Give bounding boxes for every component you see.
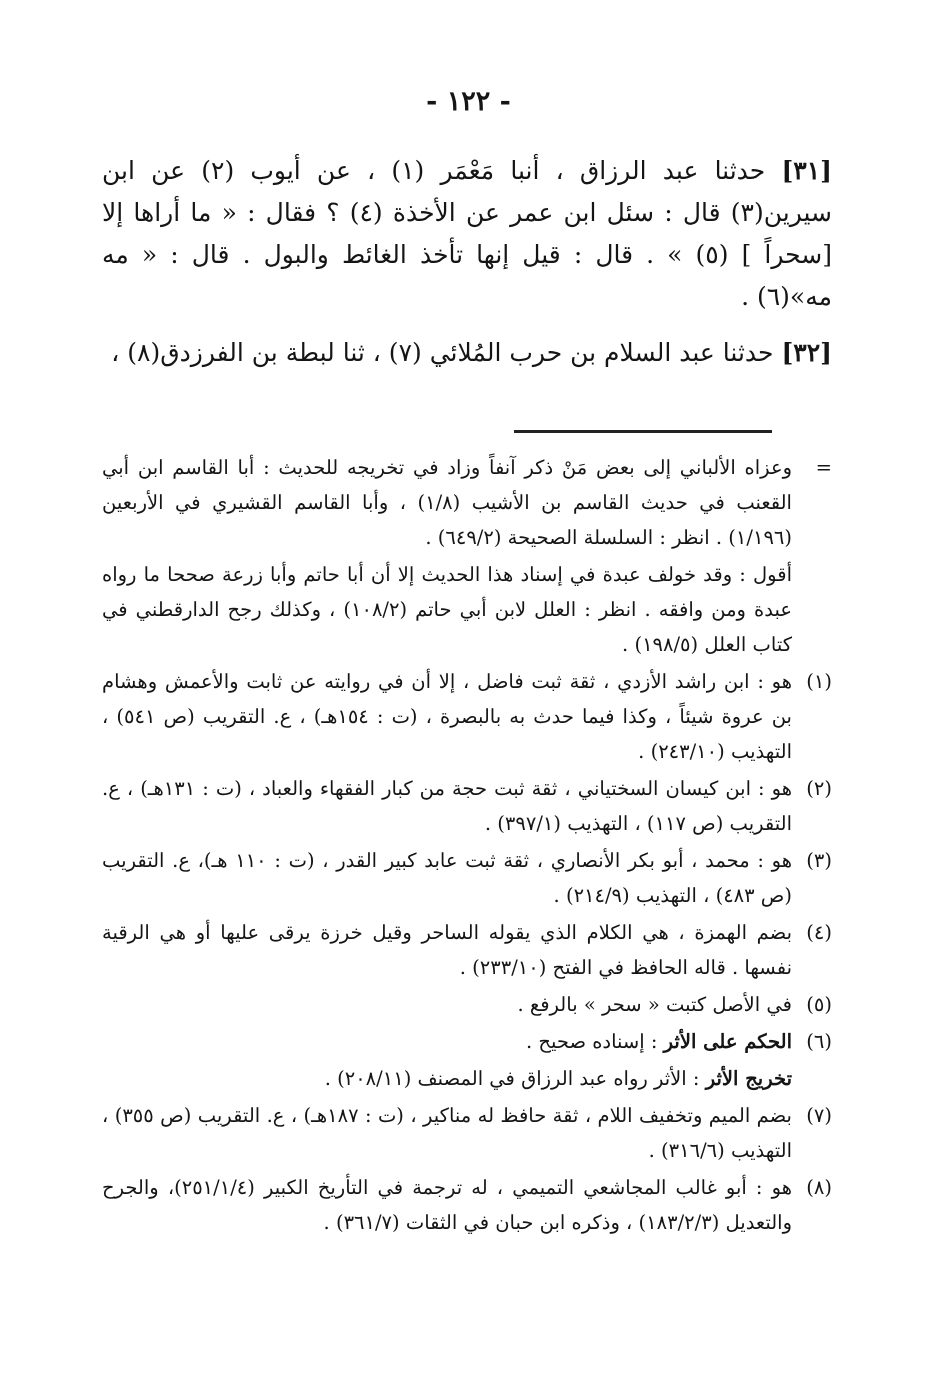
footnote-mark: (١) <box>806 670 832 693</box>
footnote-mark: (٦) <box>806 1030 832 1053</box>
footnote-bold-label: الحكم على الأثر <box>663 1030 792 1053</box>
footnote-1 <box>102 664 832 769</box>
footnote-6-takhrij <box>102 1061 832 1096</box>
footnote-continuation <box>102 450 832 555</box>
page-number: - ١٢٢ - <box>426 86 511 117</box>
narration-text: حدثنا عبد السلام بن حرب المُلائي (٧) ، ثنا لبطة بن الفرزدق(٨) ، <box>111 338 774 367</box>
footnote-6 <box>102 1024 832 1059</box>
footnote-text: وعزاه الألباني إلى بعض مَنْ ذكر آنفاً وزاد في تخريجه للحديث : أبا القاسم ابن أبي القعنب في حديث القاسم بن الأشيب (١/٨) ، وأبا القاسم القشيري في الأربعين (١/١٩٦) . انظر : السلسلة الصحيحة (٦٤٩/٢) . <box>102 456 792 549</box>
footnote-3 <box>102 843 832 913</box>
footnote-bold-label: تخريج الأثر <box>705 1067 792 1090</box>
footnote-2 <box>102 771 832 841</box>
footnote-5 <box>102 987 832 1022</box>
footnote-text: بضم الميم وتخفيف اللام ، ثقة حافظ له مناكير ، (ت : ١٨٧هـ) ، ع. التقريب (ص ٣٥٥) ، التهذيب (٣١٦/٦) . <box>102 1104 792 1162</box>
footnote-mark: (٢) <box>806 777 832 800</box>
footnote-7 <box>102 1098 832 1168</box>
footnote-4 <box>102 915 832 985</box>
footnote-text: بضم الهمزة ، هي الكلام الذي يقوله الساحر وقيل خرزة يرقى عليها أو هي الرقية نفسها . قاله الحافظ في الفتح (٢٣٣/١٠) . <box>102 921 792 979</box>
footnote-mark: = <box>815 456 832 479</box>
footnote-text: في الأصل كتبت « سحر » بالرفع . <box>517 993 792 1016</box>
footnote-mark: (٨) <box>806 1176 832 1199</box>
footnote-text: : الأثر رواه عبد الرزاق في المصنف (٢٠٨/١١) . <box>324 1067 700 1090</box>
footnote-mark: (٣) <box>806 849 832 872</box>
footnote-8 <box>102 1170 832 1240</box>
footnotes <box>102 450 832 1242</box>
narration-text: حدثنا عبد الرزاق ، أنبا مَعْمَر (١) ، عن أيوب (٢) عن ابن سيرين(٣) قال : سئل ابن عمر عن الأخذة (٤) ؟ فقال : « ما أراها إلا [سحراً ] (٥) » . قال : قيل إنها تأخذ الغائط والبول . قال : « مه مه»(٦) . <box>102 156 832 311</box>
footnote-text: هو : ابن كيسان السختياني ، ثقة ثبت حجة من كبار الفقهاء والعباد ، (ت : ١٣١هـ) ، ع. التقريب (ص ١١٧) ، التهذيب (٣٩٧/١) . <box>102 777 792 835</box>
narration-number: [٣١] <box>781 156 832 185</box>
narration-32 <box>102 332 832 374</box>
footnote-divider <box>514 430 772 433</box>
footnote-note: أقول : وقد خولف عبدة في إسناد هذا الحديث إلا أن أبا حاتم وأبا زرعة صححا ما رواه عبدة ومن وافقه . انظر : العلل لابن أبي حاتم (١٠٨/٢) ، وكذلك رجح الدارقطني في كتاب العلل (١٩٨/٥) . <box>102 563 792 656</box>
footnote-text: : إسناده صحيح . <box>525 1030 658 1053</box>
footnote-mark: (٧) <box>806 1104 832 1127</box>
narration-number: [٣٢] <box>781 338 832 367</box>
footnote-text: هو : محمد ، أبو بكر الأنصاري ، ثقة ثبت عابد كبير القدر ، (ت : ١١٠ هـ)، ع. التقريب (ص ٤٨٣) ، التهذيب (٢١٤/٩) . <box>102 849 792 907</box>
main-text <box>102 150 832 388</box>
footnote-text: هو : ابن راشد الأزدي ، ثقة ثبت فاضل ، إلا أن في روايته عن ثابت والأعمش وهشام بن عروة شيئاً ، وكذا فيما حدث به بالبصرة ، (ت : ١٥٤هـ) ، ع. التقريب (ص ٥٤١) ، التهذيب (٢٤٣/١٠) . <box>102 670 792 763</box>
footnote-mark: (٤) <box>806 921 832 944</box>
footnote-mark: (٥) <box>806 993 832 1016</box>
footnote-text: هو : أبو غالب المجاشعي التميمي ، له ترجمة في التأريخ الكبير (٢٥١/١/٤)، والجرح والتعديل (١٨٣/٢/٣) ، وذكره ابن حبان في الثقات (٣٦١/٧) . <box>102 1176 792 1234</box>
narration-31 <box>102 150 832 318</box>
